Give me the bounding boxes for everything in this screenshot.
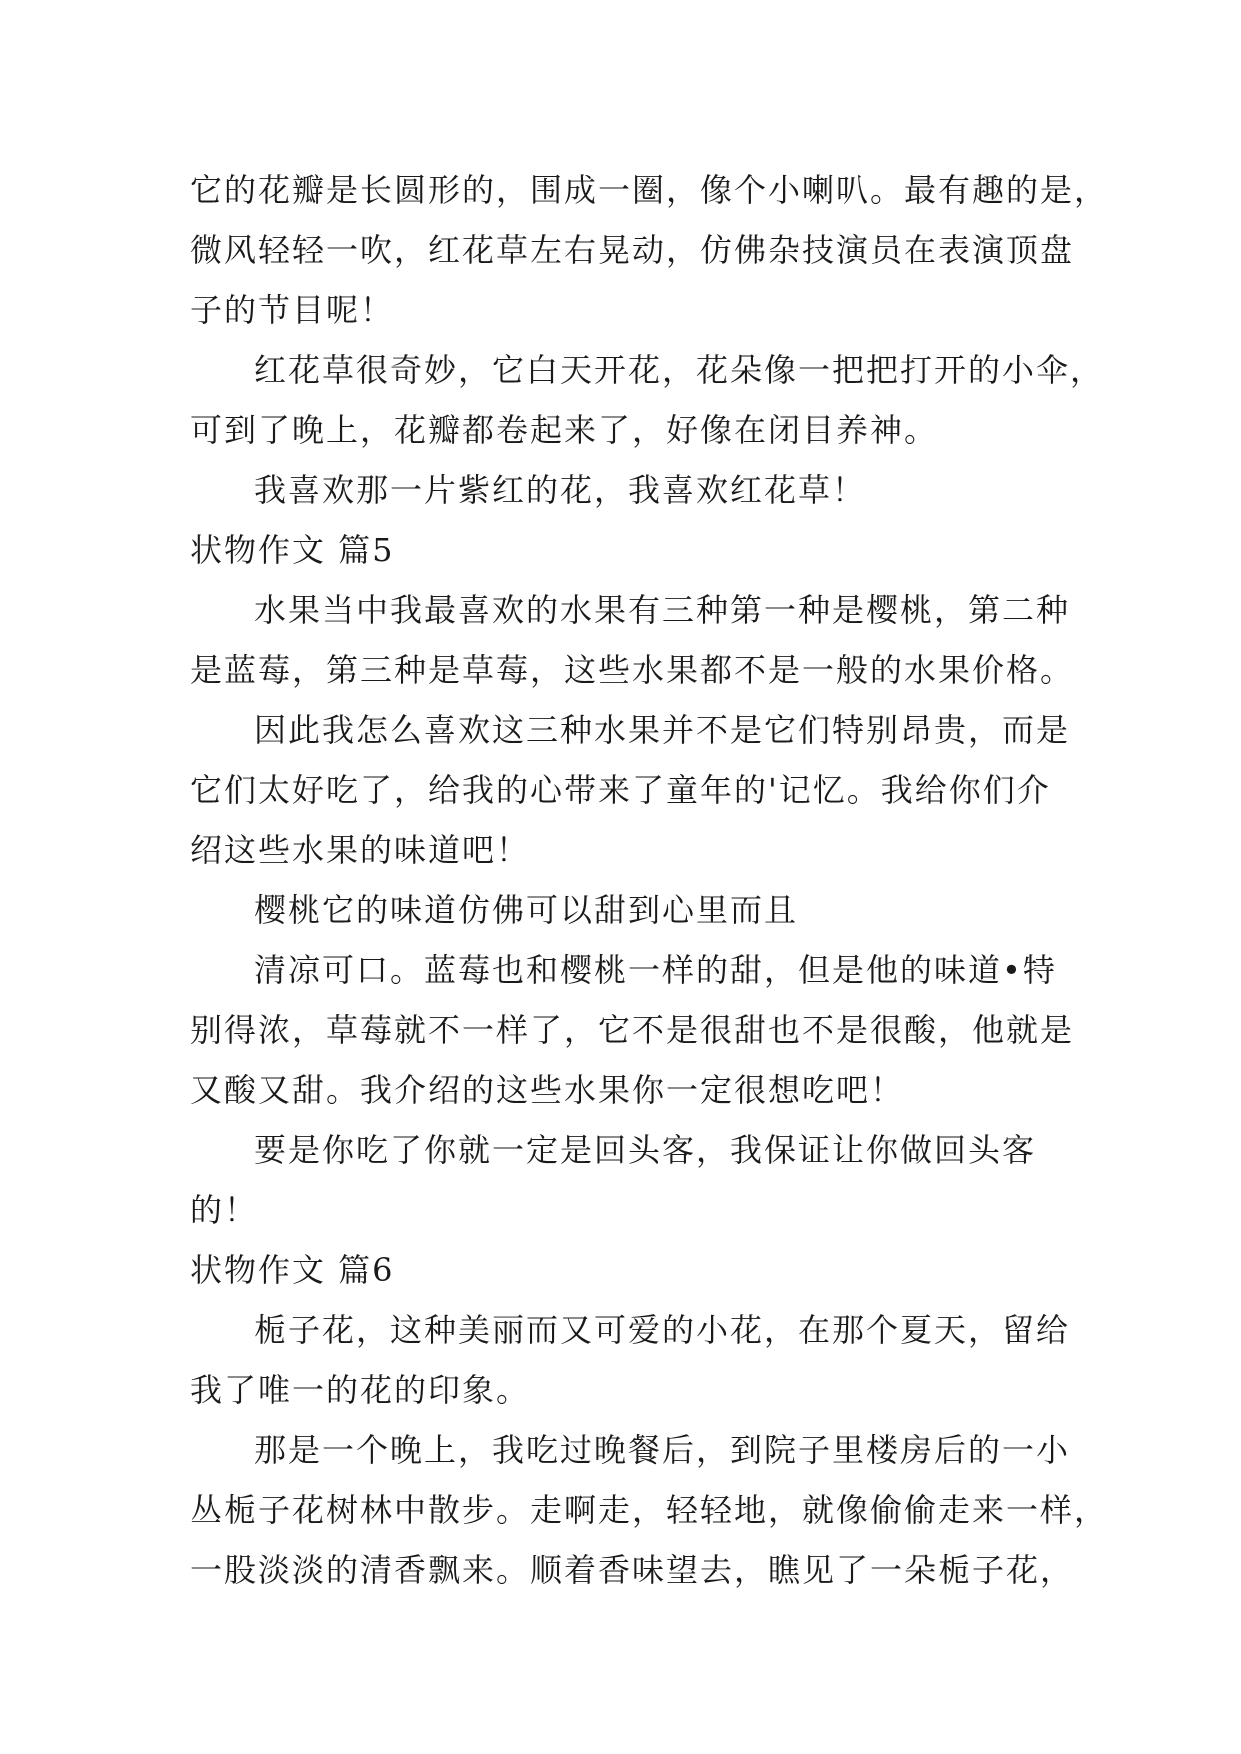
paragraph-line: 它的花瓣是长圆形的，围成一圈，像个小喇叭。最有趣的是，	[190, 171, 1109, 209]
paragraph-line: 因此我怎么喜欢这三种水果并不是它们特别昂贵，而是	[254, 711, 1071, 749]
paragraph-line: 子的节目呢！	[190, 291, 395, 329]
paragraph-line: 要是你吃了你就一定是回头客，我保证让你做回头客	[254, 1131, 1037, 1169]
paragraph-line: 那是一个晚上，我吃过晚餐后，到院子里楼房后的一小	[254, 1431, 1071, 1469]
paragraph-line: 微风轻轻一吹，红花草左右晃动，仿佛杂技演员在表演顶盘	[190, 231, 1075, 269]
paragraph-line: 栀子花，这种美丽而又可爱的小花，在那个夏天，留给	[254, 1311, 1071, 1349]
section-heading: 状物作文 篇5	[190, 531, 395, 569]
paragraph-line: 樱桃它的味道仿佛可以甜到心里而且	[254, 891, 799, 929]
paragraph-line: 我了唯一的花的印象。	[190, 1371, 531, 1409]
paragraph-line: 清凉可口。蓝莓也和樱桃一样的甜，但是他的味道•特	[254, 951, 1057, 989]
paragraph-line: 红花草很奇妙，它白天开花，花朵像一把把打开的小伞，	[254, 351, 1105, 389]
paragraph-line: 别得浓，草莓就不一样了，它不是很甜也不是很酸，他就是	[190, 1011, 1075, 1049]
section-heading: 状物作文 篇6	[190, 1251, 395, 1289]
document-body	[190, 160, 1109, 1600]
paragraph-line: 的！	[190, 1191, 259, 1229]
paragraph-line: 绍这些水果的味道吧！	[190, 831, 531, 869]
paragraph-line: 我喜欢那一片紫红的花，我喜欢红花草！	[254, 471, 867, 509]
paragraph-line: 是蓝莓，第三种是草莓，这些水果都不是一般的水果价格。	[190, 651, 1075, 689]
paragraph-line: 又酸又甜。我介绍的这些水果你一定很想吃吧！	[190, 1071, 905, 1109]
paragraph-line: 水果当中我最喜欢的水果有三种第一种是樱桃，第二种	[254, 591, 1071, 629]
paragraph-line: 一股淡淡的清香飘来。顺着香味望去，瞧见了一朵栀子花，	[190, 1551, 1075, 1589]
paragraph-line: 丛栀子花树林中散步。走啊走，轻轻地，就像偷偷走来一样，	[190, 1491, 1109, 1529]
paragraph-line: 它们太好吃了，给我的心带来了童年的'记忆。我给你们介	[190, 771, 1051, 809]
paragraph-line: 可到了晚上，花瓣都卷起来了，好像在闭目养神。	[190, 411, 939, 449]
